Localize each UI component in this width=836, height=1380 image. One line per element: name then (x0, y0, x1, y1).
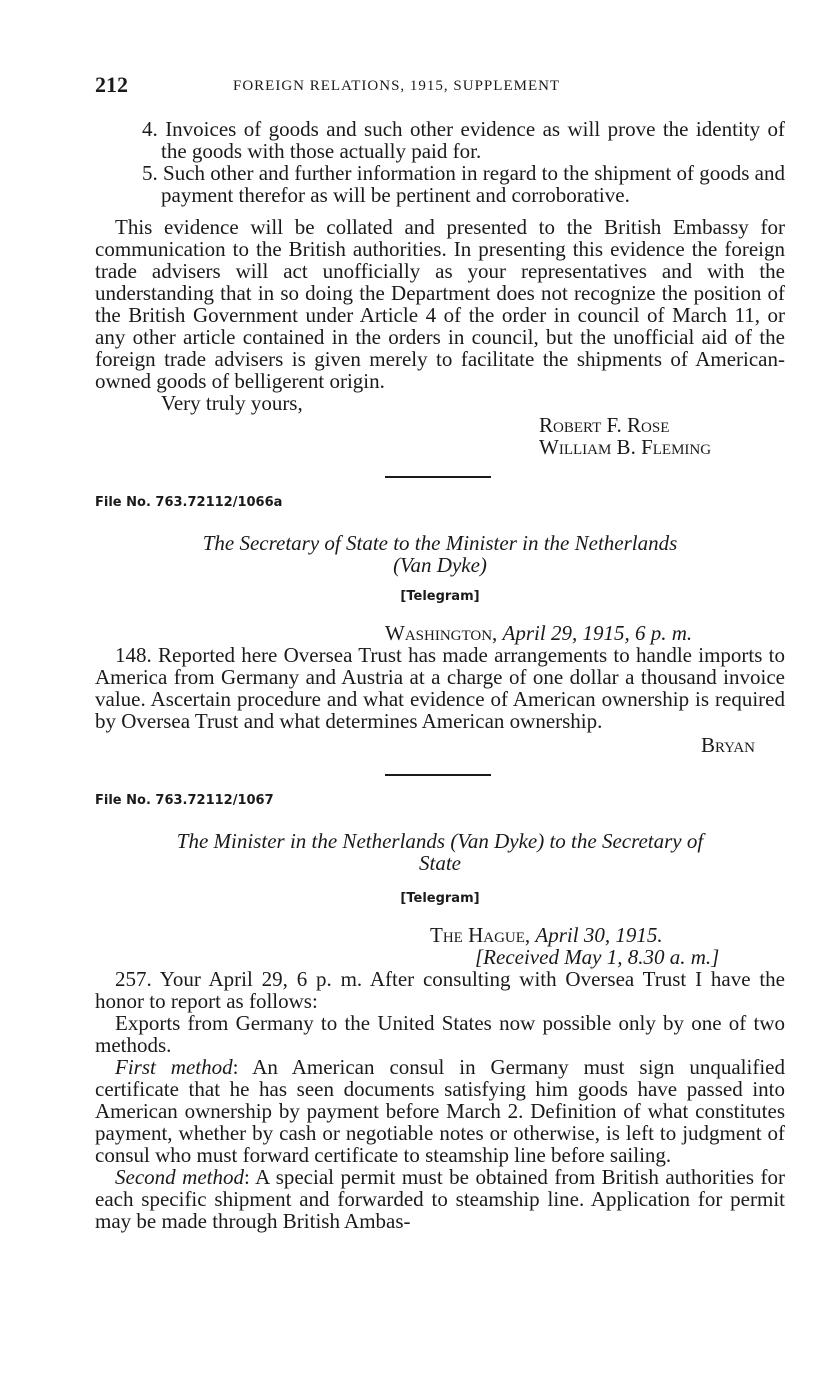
telegram-body: 148. Reported here Oversea Trust has made arrangements to handle imports to America from Germany and Austria at a charge of one dollar a thousand invoice value. Ascertain procedure and what evidence of American ownership is required by Oversea Trust and what determines American ownership. (95, 643, 785, 733)
dateline (95, 924, 785, 946)
received-line: [Received May 1, 8.30 a. m.] (475, 945, 720, 969)
section-divider (385, 476, 491, 478)
signature-line: Bryan (700, 733, 755, 757)
document-title-line: (Van Dyke) (393, 553, 487, 577)
signature-line: Robert F. Rose (539, 413, 670, 437)
telegram-body (95, 1056, 785, 1166)
page-body (95, 118, 785, 1232)
list-item (95, 162, 785, 206)
dateline (95, 622, 785, 644)
dateline-date: April 29, 1915, 6 p. m. (502, 621, 693, 645)
document-title (95, 830, 785, 874)
method-text: : An American consul in Germany must sign unqualified certificate that he has seen documents satisfying him goods have passed into American ownership by payment before March 2. Definition of what constitutes payment, whether by cash or negotiable notes or otherwise, is left to judgment of consul who must forward certificate to steamship line before sailing. (95, 1055, 785, 1167)
list-item-text: Invoices of goods and such other evidence as will prove the identity of the goods with those actually paid for. (161, 117, 786, 163)
list-item-number: 5. (142, 161, 158, 185)
method-label: Second method (115, 1165, 244, 1189)
list-item-number: 4. (142, 117, 158, 141)
file-number: File No. 763.72112/1066a (95, 495, 283, 510)
method-label: First method (115, 1055, 233, 1079)
telegram-body: Exports from Germany to the United States now possible only by one of two methods. (95, 1011, 785, 1057)
evidence-paragraph: This evidence will be collated and presented to the British Embassy for communication to the British authorities. In presenting this evidence the foreign trade advisers will act unofficially as your representatives and with the understanding that in so doing the Department does not recognize the position of the British Government under Article 4 of the order in council of March 11, or any other article contained in the orders in council, but the unofficial aid of the foreign trade advisers is given merely to facilitate the shipments of American-owned goods of belligerent origin. (95, 215, 785, 393)
document-title-line: The Secretary of State to the Minister in the Netherlands (202, 531, 678, 555)
document-title-line: State (419, 851, 461, 875)
file-number: File No. 763.72112/1067 (95, 793, 274, 808)
list-item-text: Such other and further information in regard to the shipment of goods and payment therefor as will be pertinent and corroborative. (161, 161, 786, 207)
telegram-body (95, 1166, 785, 1232)
signature-line: William B. Fleming (539, 435, 712, 459)
page-number: 212 (95, 72, 128, 97)
dateline-place: The Hague, (430, 923, 531, 947)
method-text: : A special permit must be obtained from British authorities for each specific shipment and forwarded to steamship line. Application for permit may be made through British Ambas- (95, 1165, 786, 1233)
telegram-label: [Telegram] (400, 891, 480, 906)
page-header (95, 72, 785, 102)
telegram-body: 257. Your April 29, 6 p. m. After consulting with Oversea Trust I have the honor to report as follows: (95, 967, 785, 1013)
running-head: FOREIGN RELATIONS, 1915, SUPPLEMENT (233, 78, 561, 94)
document-title (95, 532, 785, 576)
telegram-label: [Telegram] (400, 589, 480, 604)
dateline-date: April 30, 1915. (535, 923, 663, 947)
list-item (95, 118, 785, 162)
dateline-place: Washington, (385, 621, 498, 645)
closing-line: Very truly yours, (161, 391, 303, 415)
section-divider (385, 774, 491, 776)
document-title-line: The Minister in the Netherlands (Van Dyke) to the Secretary of (176, 829, 704, 853)
